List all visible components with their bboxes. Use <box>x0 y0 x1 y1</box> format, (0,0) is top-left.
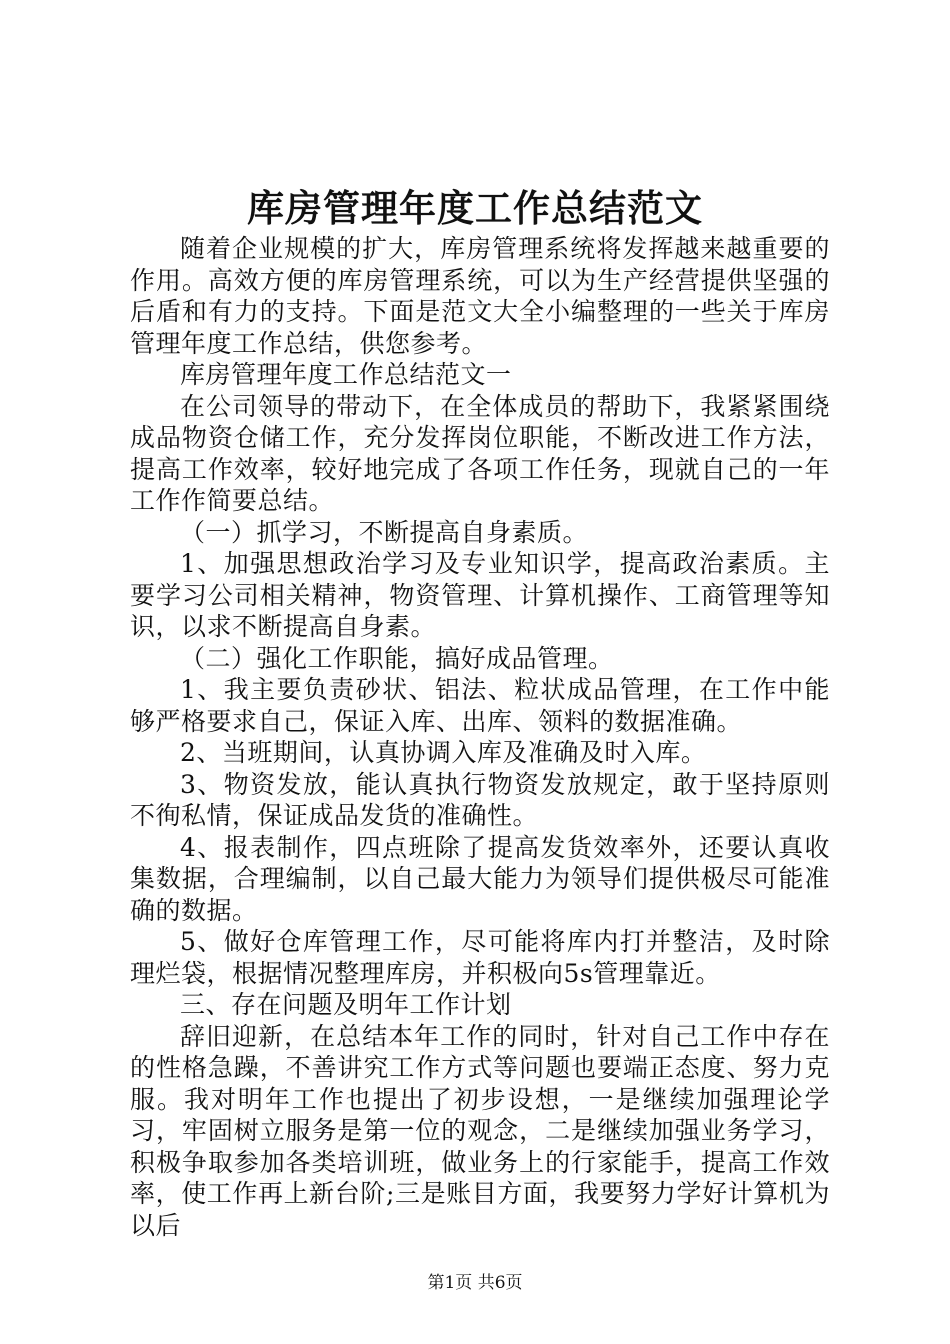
paragraph-intro: 随着企业规模的扩大，库房管理系统将发挥越来越重要的作用。高效方便的库房管理系统，可以为生产经营提供坚强的后盾和有力的支持。下面是范文大全小编整理的一些关于库房管理年度工作总结，供您参考。 <box>130 234 830 358</box>
paragraph-section-heading: 库房管理年度工作总结范文一 <box>180 360 512 389</box>
page-number-footer: 第1页 共6页 <box>427 1273 523 1293</box>
paragraph-heading-plan: 三、存在问题及明年工作计划 <box>180 990 512 1019</box>
document-title: 库房管理年度工作总结范文 <box>247 186 703 230</box>
paragraph-management-item-4: 4、报表制作，四点班除了提高发货效率外，还要认真收集数据，合理编制，以自己最大能力为领导们提供极尽可能准确的数据。 <box>130 832 830 925</box>
paragraph-plan: 辞旧迎新，在总结本年工作的同时，针对自己工作中存在的性格急躁，不善讲究工作方式等问题也要端正态度、努力克服。我对明年工作也提出了初步设想，一是继续加强理论学习，牢固树立服务是第一位的观念，二是继续加强业务学习，积极争取参加各类培训班，做业务上的行家能手，提高工作效率，使工作再上新台阶;三是账目方面，我要努力学好计算机为以后 <box>130 1021 830 1240</box>
paragraph-management-item-2: 2、当班期间，认真协调入库及准确及时入库。 <box>180 738 707 767</box>
paragraph-management-item-1: 1、我主要负责砂状、铝法、粒状成品管理，在工作中能够严格要求自己，保证入库、出库、领料的数据准确。 <box>130 675 830 736</box>
paragraph-heading-management: （二）强化工作职能，搞好成品管理。 <box>180 643 614 673</box>
paragraph-management-item-3: 3、物资发放，能认真执行物资发放规定，敢于坚持原则不徇私情，保证成品发货的准确性。 <box>130 769 830 830</box>
paragraph-heading-study: （一）抓学习，不断提高自身素质。 <box>180 517 589 547</box>
paragraph-overview: 在公司领导的带动下，在全体成员的帮助下，我紧紧围绕成品物资仓储工作，充分发挥岗位职能，不断改进工作方法，提高工作效率，较好地完成了各项工作任务，现就自己的一年工作作简要总结。 <box>130 391 830 515</box>
paragraph-study-item-1: 1、加强思想政治学习及专业知识学，提高政治素质。主要学习公司相关精神，物资管理、计算机操作、工商管理等知识，以求不断提高自身素。 <box>130 549 830 641</box>
document-body <box>130 233 830 1241</box>
paragraph-management-item-5: 5、做好仓库管理工作，尽可能将库内打并整洁，及时除理烂袋，根据情况整理库房，并积极向5s管理靠近。 <box>130 927 830 988</box>
